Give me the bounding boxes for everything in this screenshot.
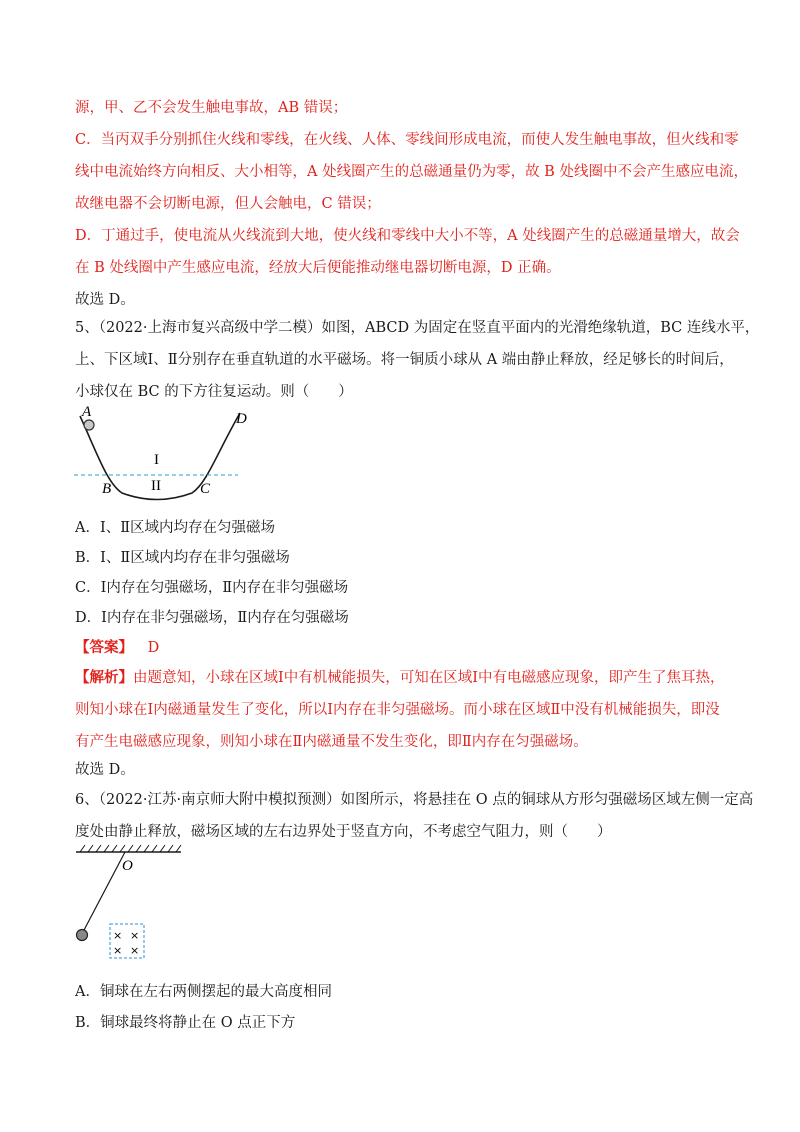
q6-label-o: O [122, 858, 133, 874]
q6-field-mark: × [130, 929, 140, 942]
q5-label-region2: II [151, 478, 161, 494]
q5-ball [84, 420, 94, 430]
q5-label-region1: I [154, 452, 159, 468]
q6-copper-ball [77, 930, 88, 941]
q5-label-b: B [102, 481, 112, 497]
q6-string [83, 852, 125, 932]
q6-ceiling-hatch [80, 845, 181, 852]
q5-analysis-tag: 【解析】 [75, 669, 133, 686]
q5-option-a: A．Ⅰ、Ⅱ区域内均存在匀强磁场 [75, 520, 276, 536]
q5-answer-value: D [147, 640, 160, 656]
prev-solution-line-3: 线中电流始终方向相反、大小相等，A 处线圈产生的总磁通量仍为零，故 B 处线圈中不会产生感应电流， [75, 164, 748, 180]
q5-option-d: D．Ⅰ内存在非匀强磁场，Ⅱ内存在匀强磁场 [75, 610, 349, 626]
q6-option-a: A．铜球在左右两侧摆起的最大高度相同 [75, 984, 332, 1000]
q5-stem-line-3: 小球仅在 BC 的下方往复运动。则（ ） [75, 384, 353, 400]
q6-field-mark: × [130, 944, 140, 957]
q5-analysis-line-1: 由题意知，小球在区域Ⅰ中有机械能损失，可知在区域Ⅰ中有电磁感应现象，即产生了焦耳热， [133, 670, 725, 686]
q6-option-b: B．铜球最终将静止在 O 点正下方 [75, 1015, 296, 1031]
q6-pendulum-figure [68, 840, 188, 965]
prev-solution-line-1: 源，甲、乙不会发生触电事故，AB 错误； [75, 100, 348, 116]
prev-solution-line-5: D．丁通过手，使电流从火线流到大地，使火线和零线中大小不等，A 处线圈产生的总磁通量增大，故会 [75, 228, 740, 244]
q5-track-figure [72, 398, 262, 508]
q5-analysis-line-3: 有产生电磁感应现象，则知小球在Ⅱ内磁通量不发生变化，即Ⅱ内存在匀强磁场。 [75, 734, 588, 750]
prev-solution-line-4: 故继电器不会切断电源，但人会触电，C 错误； [75, 196, 381, 212]
q6-stem-line-1: 6、（2022·江苏·南京师大附中模拟预测）如图所示，将悬挂在 O 点的铜球从方形匀强磁场区域左侧一定高 [75, 792, 754, 808]
q6-stem-line-2: 度处由静止释放，磁场区域的左右边界处于竖直方向，不考虑空气阻力，则（ ） [75, 824, 612, 840]
q5-answer-row [75, 638, 159, 658]
prev-solution-line-2: C．当丙双手分别抓住火线和零线，在火线、人体、零线间形成电流，而使人发生触电事故，但火线和零 [75, 132, 739, 148]
q5-stem-line-2: 上、下区域Ⅰ、Ⅱ分别存在垂直轨道的水平磁场。将一铜质小球从 A 端由静止释放，经足够长的时间后， [75, 352, 734, 368]
q5-analysis-line-2: 则知小球在Ⅰ内磁通量发生了变化，所以Ⅰ内存在非匀强磁场。而小球在区域Ⅱ中没有机械能损失，即没 [75, 702, 720, 718]
q5-label-c: C [200, 481, 211, 497]
prev-solution-conclusion: 故选 D。 [75, 292, 135, 308]
q5-analysis-row-1 [75, 668, 724, 688]
q5-label-a: A [82, 404, 92, 420]
q6-field-mark: × [113, 944, 123, 957]
q5-answer-tag: 【答案】 [75, 639, 133, 656]
q5-label-d: D [236, 411, 247, 427]
prev-solution-line-6: 在 B 处线圈中产生感应电流，经放大后便能推动继电器切断电源，D 正确。 [75, 260, 561, 276]
q6-field-mark: × [113, 929, 123, 942]
q5-conclusion: 故选 D。 [75, 762, 135, 778]
q5-stem-line-1: 5、（2022·上海市复兴高级中学二模）如图，ABCD 为固定在竖直平面内的光滑绝缘轨道，BC 连线水平， [75, 320, 760, 336]
q5-option-b: B．Ⅰ、Ⅱ区域内均存在非匀强磁场 [75, 550, 290, 566]
q5-option-c: C．Ⅰ内存在匀强磁场，Ⅱ内存在非匀强磁场 [75, 580, 349, 596]
